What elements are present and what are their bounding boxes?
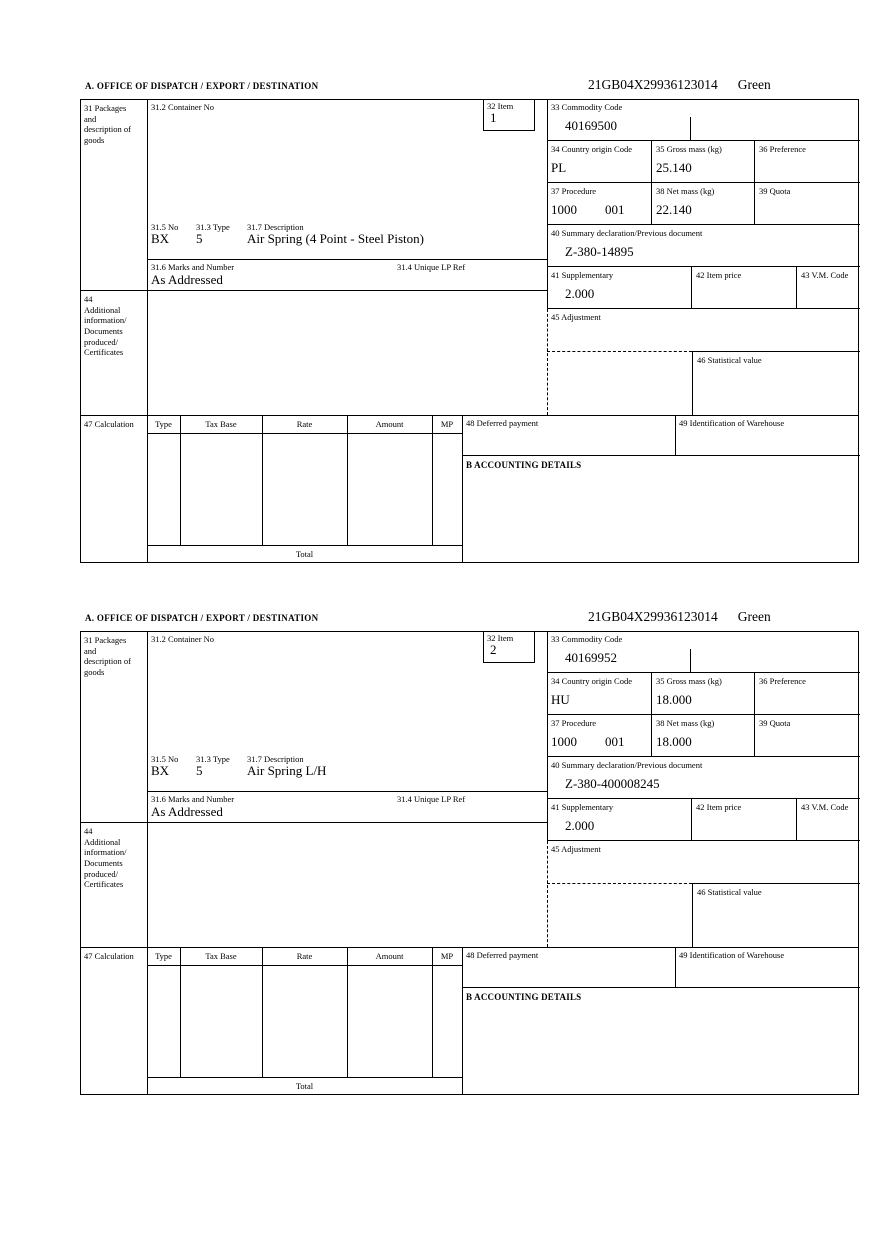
net-mass-value: 18.000 xyxy=(656,734,692,749)
box49-warehouse xyxy=(675,415,860,455)
box33-label: 33 Commodity Code xyxy=(551,102,623,112)
gross-mass-value: 25.140 xyxy=(656,160,692,175)
total-label: Total xyxy=(295,549,314,559)
col-mp-header: MP xyxy=(440,951,454,961)
item-number-value: 2 xyxy=(490,642,497,657)
box35-label: 35 Gross mass (kg) xyxy=(656,676,722,686)
col-amount-header: Amount xyxy=(375,419,404,429)
box32-item xyxy=(483,631,535,663)
goods-description-value: Air Spring (4 Point - Steel Piston) xyxy=(247,231,424,246)
col-type-header: Type xyxy=(155,419,172,429)
col-tax-base-header: Tax Base xyxy=(205,951,237,961)
box48-label: 48 Deferred payment xyxy=(466,950,539,960)
summary-declaration-value: Z-380-400008245 xyxy=(565,776,660,791)
box31-3-label: 31.3 Type xyxy=(196,754,230,764)
box36-preference xyxy=(755,673,860,715)
box37-label: 37 Procedure xyxy=(551,718,597,728)
box43-label: 43 V.M. Code xyxy=(801,270,849,280)
box48-label: 48 Deferred payment xyxy=(466,418,539,428)
declaration-item-1 xyxy=(0,77,882,583)
summary-declaration-value: Z-380-14895 xyxy=(565,244,634,259)
box31-2-label: 31.2 Container No xyxy=(151,102,215,112)
country-origin-value: PL xyxy=(551,160,567,175)
box44-number: 44 xyxy=(84,826,93,836)
document-reference xyxy=(588,77,771,93)
box31-3-label: 31.3 Type xyxy=(196,222,230,232)
box43-vm-code xyxy=(797,799,860,841)
col-rate-header: Rate xyxy=(296,951,313,961)
procedure-value: 1000 xyxy=(551,202,577,217)
box41-label: 41 Supplementary xyxy=(551,270,614,280)
divider xyxy=(347,415,348,545)
box42-item-price xyxy=(692,267,797,309)
divider xyxy=(347,947,348,1077)
box31-6-label: 31.6 Marks and Number xyxy=(151,794,235,804)
box34-country-origin xyxy=(547,673,652,715)
document-reference xyxy=(588,609,771,625)
code-separator xyxy=(690,117,691,140)
divider xyxy=(262,415,263,545)
package-type-value: 5 xyxy=(196,763,203,778)
box49-label: 49 Identification of Warehouse xyxy=(679,418,785,428)
box46-statistical-value xyxy=(692,883,860,947)
routing-channel: Green xyxy=(737,609,771,624)
commodity-code-value: 40169500 xyxy=(565,118,617,133)
col-rate-header: Rate xyxy=(296,419,313,429)
box37-label: 37 Procedure xyxy=(551,186,597,196)
supplementary-value: 2.000 xyxy=(565,286,595,301)
box44-number: 44 xyxy=(84,294,93,304)
divider xyxy=(147,545,462,546)
box38-label: 38 Net mass (kg) xyxy=(656,186,715,196)
code-separator xyxy=(690,649,691,672)
divider xyxy=(432,415,433,545)
box39-label: 39 Quota xyxy=(759,718,791,728)
box31-label: 31 Packages and description of goods xyxy=(84,635,131,677)
box46-statistical-value xyxy=(692,351,860,415)
divider xyxy=(147,631,148,1095)
routing-channel: Green xyxy=(737,77,771,92)
box37-procedure xyxy=(547,715,652,757)
divider xyxy=(262,947,263,1077)
divider xyxy=(147,433,462,434)
col-mp-header: MP xyxy=(440,419,454,429)
box31-4-label: 31.4 Unique LP Ref xyxy=(397,794,466,804)
package-no-value: BX xyxy=(151,763,170,778)
box46-label: 46 Statistical value xyxy=(697,887,762,897)
divider xyxy=(147,791,547,792)
item-number-value: 1 xyxy=(490,110,497,125)
box44-label xyxy=(84,294,140,358)
box41-supplementary xyxy=(547,799,692,841)
mrn-number: 21GB04X29936123014 xyxy=(588,609,718,624)
box33-label: 33 Commodity Code xyxy=(551,634,623,644)
divider xyxy=(147,259,547,260)
divider xyxy=(432,947,433,1077)
marks-and-number-value: As Addressed xyxy=(151,804,223,819)
package-type-value: 5 xyxy=(196,231,203,246)
box45-adjustment xyxy=(547,841,860,883)
total-label: Total xyxy=(295,1081,314,1091)
box40-label: 40 Summary declaration/Previous document xyxy=(551,228,703,238)
box31-label: 31 Packages and description of goods xyxy=(84,103,131,145)
box35-gross-mass xyxy=(652,673,755,715)
box31-4-label: 31.4 Unique LP Ref xyxy=(397,262,466,272)
package-no-value: BX xyxy=(151,231,170,246)
box40-label: 40 Summary declaration/Previous document xyxy=(551,760,703,770)
box45-adjustment xyxy=(547,309,860,351)
box42-label: 42 Item price xyxy=(696,802,742,812)
divider xyxy=(180,947,181,1077)
box34-label: 34 Country origin Code xyxy=(551,676,632,686)
box32-label: 32 Item xyxy=(487,101,514,111)
box34-country-origin xyxy=(547,141,652,183)
box45-label: 45 Adjustment xyxy=(551,312,601,322)
supplementary-value: 2.000 xyxy=(565,818,595,833)
box33-commodity-code xyxy=(547,631,860,673)
procedure-value: 1000 xyxy=(551,734,577,749)
box32-label: 32 Item xyxy=(487,633,514,643)
box31-5-label: 31.5 No xyxy=(151,222,179,232)
box40-summary-declaration xyxy=(547,757,860,799)
box42-label: 42 Item price xyxy=(696,270,742,280)
col-type-header: Type xyxy=(155,951,172,961)
section-a-heading: A. OFFICE OF DISPATCH / EXPORT / DESTINATION xyxy=(85,613,319,623)
box41-supplementary xyxy=(547,267,692,309)
box48-deferred-payment xyxy=(462,947,675,987)
box44-text: Additional information/ Documents produced/ Certificates xyxy=(84,304,127,358)
box44-label xyxy=(84,826,140,890)
box42-item-price xyxy=(692,799,797,841)
box48-deferred-payment xyxy=(462,415,675,455)
box41-label: 41 Supplementary xyxy=(551,802,614,812)
box32-item xyxy=(483,99,535,131)
procedure-ext-value: 001 xyxy=(605,202,625,217)
declaration-item-2 xyxy=(0,609,882,1115)
divider xyxy=(462,987,860,988)
box38-net-mass xyxy=(652,183,755,225)
box31-7-label: 31.7 Description xyxy=(247,222,304,232)
box36-label: 36 Preference xyxy=(759,144,806,154)
box31-2-label: 31.2 Container No xyxy=(151,634,215,644)
divider-dashed xyxy=(547,883,692,884)
divider xyxy=(180,415,181,545)
col-amount-header: Amount xyxy=(375,951,404,961)
net-mass-value: 22.140 xyxy=(656,202,692,217)
box45-label: 45 Adjustment xyxy=(551,844,601,854)
mrn-number: 21GB04X29936123014 xyxy=(588,77,718,92)
box47-label: 47 Calculation xyxy=(84,419,134,429)
box39-quota xyxy=(755,183,860,225)
box36-label: 36 Preference xyxy=(759,676,806,686)
box43-label: 43 V.M. Code xyxy=(801,802,849,812)
goods-description-value: Air Spring L/H xyxy=(247,763,327,778)
box34-label: 34 Country origin Code xyxy=(551,144,632,154)
box31-6-label: 31.6 Marks and Number xyxy=(151,262,235,272)
box44-text: Additional information/ Documents produced/ Certificates xyxy=(84,836,127,890)
section-b-heading: B ACCOUNTING DETAILS xyxy=(466,992,582,1002)
divider xyxy=(147,1077,462,1078)
box38-label: 38 Net mass (kg) xyxy=(656,718,715,728)
col-tax-base-header: Tax Base xyxy=(205,419,237,429)
country-origin-value: HU xyxy=(551,692,570,707)
box31-5-label: 31.5 No xyxy=(151,754,179,764)
box49-warehouse xyxy=(675,947,860,987)
box38-net-mass xyxy=(652,715,755,757)
box47-label: 47 Calculation xyxy=(84,951,134,961)
procedure-ext-value: 001 xyxy=(605,734,625,749)
divider xyxy=(80,290,547,291)
box39-quota xyxy=(755,715,860,757)
divider-dashed xyxy=(547,351,692,352)
gross-mass-value: 18.000 xyxy=(656,692,692,707)
divider xyxy=(147,99,148,563)
divider xyxy=(147,965,462,966)
box43-vm-code xyxy=(797,267,860,309)
box37-procedure xyxy=(547,183,652,225)
box35-label: 35 Gross mass (kg) xyxy=(656,144,722,154)
commodity-code-value: 40169952 xyxy=(565,650,617,665)
box49-label: 49 Identification of Warehouse xyxy=(679,950,785,960)
section-b-heading: B ACCOUNTING DETAILS xyxy=(466,460,582,470)
section-a-heading: A. OFFICE OF DISPATCH / EXPORT / DESTINATION xyxy=(85,81,319,91)
box31-7-label: 31.7 Description xyxy=(247,754,304,764)
box35-gross-mass xyxy=(652,141,755,183)
divider xyxy=(462,455,860,456)
box40-summary-declaration xyxy=(547,225,860,267)
box36-preference xyxy=(755,141,860,183)
marks-and-number-value: As Addressed xyxy=(151,272,223,287)
divider xyxy=(80,822,547,823)
box39-label: 39 Quota xyxy=(759,186,791,196)
box46-label: 46 Statistical value xyxy=(697,355,762,365)
box33-commodity-code xyxy=(547,99,860,141)
